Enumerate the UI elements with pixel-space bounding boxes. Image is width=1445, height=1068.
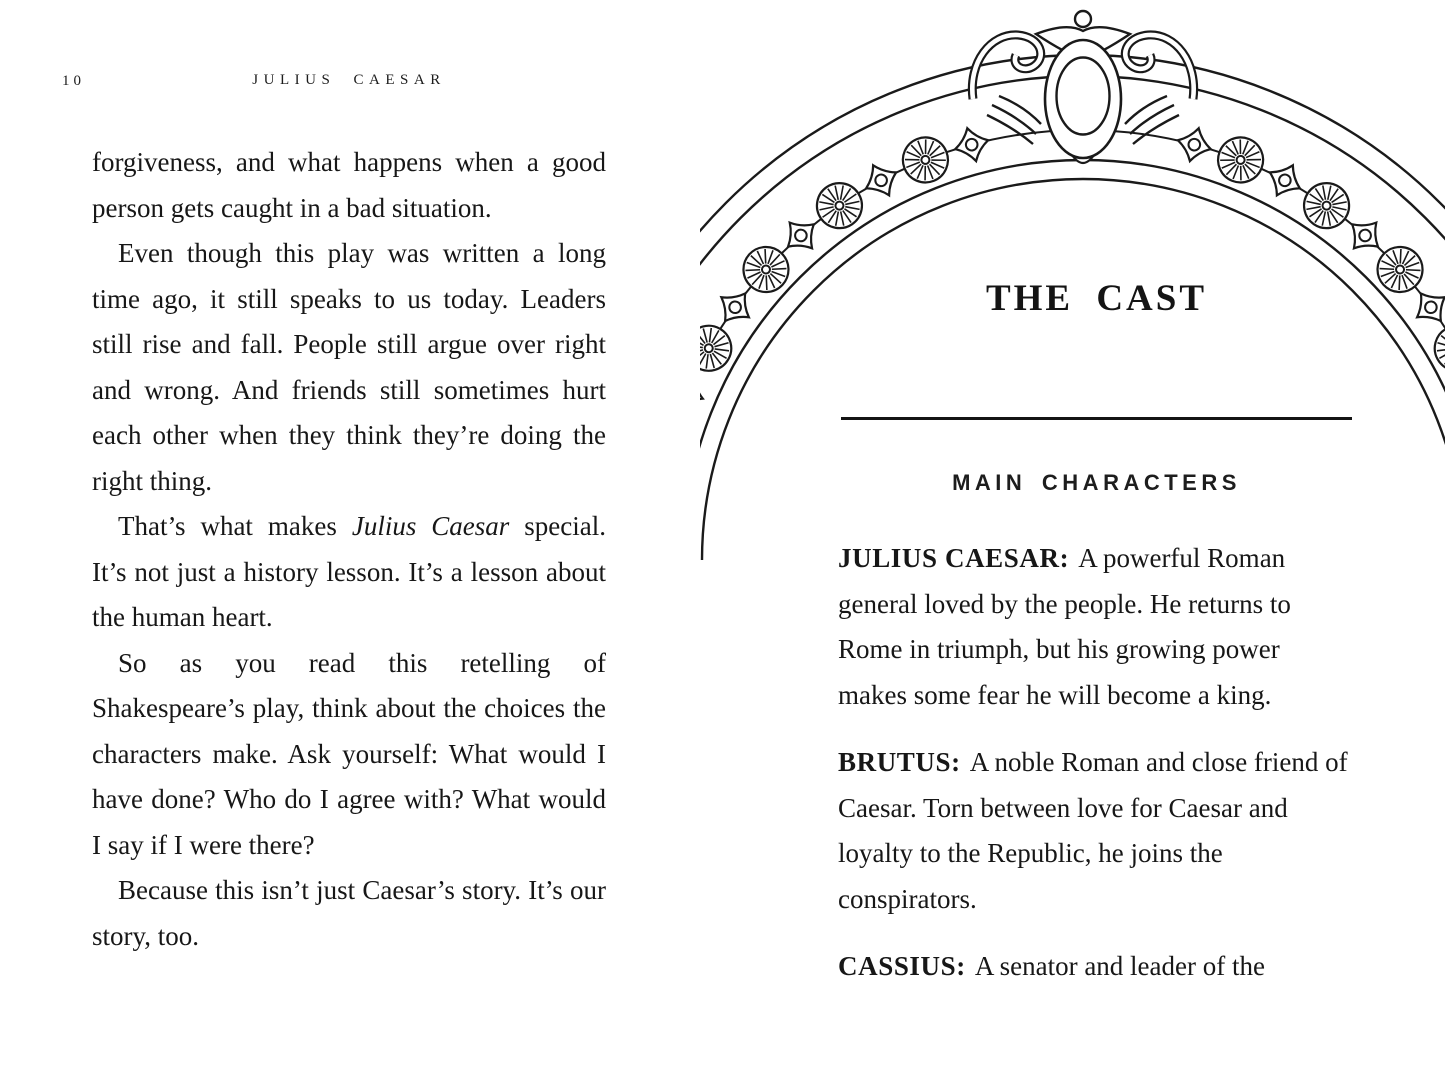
- finial: [1075, 11, 1091, 27]
- paragraph-text: special. It’s not just a history lesson. It’s a lesson about the human heart.: [92, 511, 606, 632]
- cartouche: [972, 11, 1193, 163]
- page-number: 10: [62, 73, 85, 89]
- frond-right: [1125, 96, 1179, 144]
- character-description: A senator and leader of the: [974, 951, 1265, 981]
- character-name: BRUTUS:: [838, 747, 961, 777]
- book-title-italic: Julius Caesar: [351, 511, 510, 541]
- horizontal-rule: [841, 417, 1352, 420]
- paragraph: Even though this play was written a long time ago, it still speaks to us today. Leaders still rise and fall. People still argue over right and wrong. And friends still sometimes hurt each other when they think they’re doing the right thing.: [92, 238, 606, 496]
- frond-left: [987, 96, 1041, 144]
- character-description: A noble Roman and close friend of Caesar. Torn between love for Caesar and loyalty to the Republic, he joins the conspirators.: [838, 747, 1348, 914]
- paragraph: So as you read this retelling of Shakespeare’s play, think about the choices the characters make. Ask yourself: What would I have done? Who do I agree with? What would I say if I were there?: [92, 647, 606, 860]
- oval-inner: [1057, 58, 1110, 135]
- section-heading: MAIN CHARACTERS: [952, 470, 1241, 495]
- character-name: JULIUS CAESAR:: [838, 543, 1070, 573]
- character-entry: [838, 740, 1350, 922]
- scroll-right: [1125, 35, 1193, 99]
- paragraph-text: That’s what makes: [118, 511, 352, 541]
- running-header: JULIUS CAESAR: [252, 72, 446, 88]
- page-title: THE CAST: [985, 278, 1208, 319]
- character-entry: [838, 536, 1350, 718]
- paragraph: Because this isn’t just Caesar’s story. It’s our story, too.: [92, 875, 606, 951]
- character-list: [838, 536, 1350, 1012]
- character-entry: [838, 944, 1350, 990]
- paragraph: forgiveness, and what happens when a good person gets caught in a bad situation.: [92, 147, 606, 223]
- character-name: CASSIUS:: [838, 951, 966, 981]
- left-page-body: [92, 140, 606, 959]
- ornament-band: [700, 124, 1445, 414]
- paragraph: [92, 504, 606, 641]
- scroll-left: [972, 35, 1040, 99]
- character-description: A powerful Roman general loved by the people. He returns to Rome in triumph, but his growing power makes some fear he will become a king.: [838, 543, 1291, 710]
